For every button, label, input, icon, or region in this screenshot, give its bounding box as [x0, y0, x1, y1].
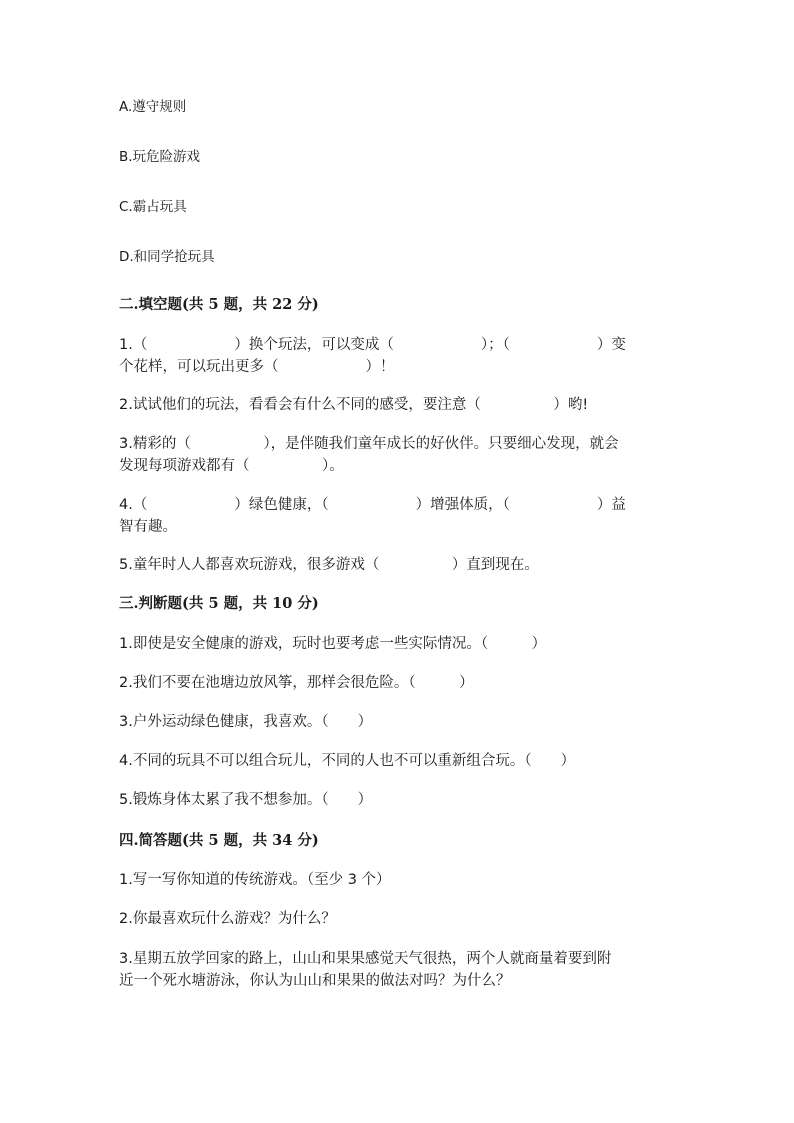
fill-question-2: 2.试试他们的玩法，看看会有什么不同的感受，要注意（ ）哟! [119, 397, 589, 413]
section-heading-fill-in: 二.填空题(共 5 题，共 22 分) [119, 296, 319, 313]
fill-question-4-line-2: 智有趣。 [119, 519, 177, 535]
short-question-1: 1.写一写你知道的传统游戏。（至少 3 个） [119, 872, 391, 888]
judge-question-2: 2.我们不要在池塘边放风筝，那样会很危险。（ ） [119, 675, 474, 691]
fill-question-1-line-1: 1.（ ）换个玩法，可以变成（ ）；（ ）变 [119, 337, 626, 353]
fill-question-1-line-2: 个花样，可以玩出更多（ ）！ [119, 359, 395, 375]
short-question-2: 2.你最喜欢玩什么游戏？为什么？ [119, 911, 336, 927]
option-c: C.霸占玩具 [119, 199, 187, 215]
section-heading-judgement: 三.判断题(共 5 题，共 10 分) [119, 595, 319, 612]
judge-question-5: 5.锻炼身体太累了我不想参加。（ ） [119, 792, 373, 808]
judge-question-4: 4.不同的玩具不可以组合玩儿，不同的人也不可以重新组合玩。（ ） [119, 753, 576, 769]
short-question-3-line-2: 近一个死水塘游泳，你认为山山和果果的做法对吗？为什么？ [119, 973, 511, 989]
option-d: D.和同学抢玩具 [119, 249, 215, 265]
judge-question-3: 3.户外运动绿色健康，我喜欢。（ ） [119, 714, 373, 730]
option-a: A.遵守规则 [119, 99, 187, 115]
short-question-3-line-1: 3.星期五放学回家的路上，山山和果果感觉天气很热，两个人就商量着要到附 [119, 951, 612, 967]
fill-question-4-line-1: 4.（ ）绿色健康，（ ）增强体质，（ ）益 [119, 497, 626, 513]
fill-question-3-line-1: 3.精彩的（ ），是伴随我们童年成长的好伙伴。只要细心发现，就会 [119, 436, 619, 452]
judge-question-1: 1.即使是安全健康的游戏，玩时也要考虑一些实际情况。（ ） [119, 636, 547, 652]
option-b: B.玩危险游戏 [119, 149, 201, 165]
section-heading-short-answer: 四.简答题(共 5 题，共 34 分) [119, 832, 319, 849]
fill-question-5: 5.童年时人人都喜欢玩游戏，很多游戏（ ）直到现在。 [119, 557, 539, 573]
fill-question-3-line-2: 发现每项游戏都有（ ）。 [119, 458, 344, 474]
